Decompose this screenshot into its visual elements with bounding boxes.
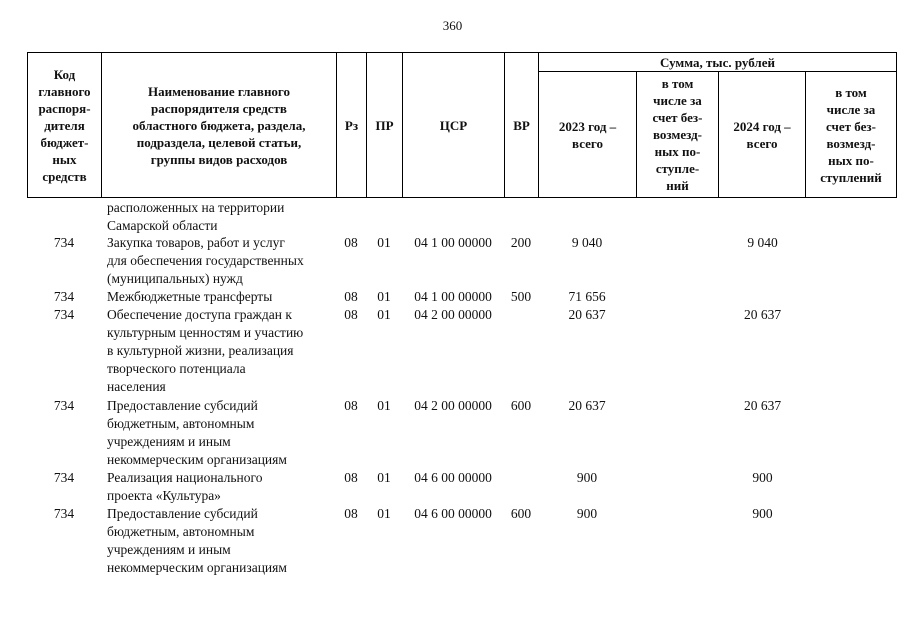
row-csr: 04 1 00 00000 [414, 235, 492, 250]
row-sum-2024: 20 637 [743, 307, 782, 322]
header-2023-free: в том числе за счет без- возмезд- ных по- ступле- ний [636, 71, 719, 198]
row-name: Межбюджетные трансферты [107, 289, 273, 304]
header-2024-free: в том числе за счет без- возмезд- ных по- ступлений [805, 71, 897, 198]
row-rz: 08 [344, 289, 358, 304]
row-pr: 01 [377, 307, 391, 322]
row-name: Реализация национального проекта «Культура» [107, 470, 263, 503]
header-vr: ВР [504, 52, 539, 198]
row-code: 734 [53, 289, 75, 304]
row-csr: 04 1 00 00000 [414, 289, 492, 304]
row-name: Закупка товаров, работ и услуг для обеспечения государственных (муниципальных) нужд [107, 235, 304, 286]
row-pr: 01 [377, 470, 391, 485]
row-name: Обеспечение доступа граждан к культурным ценностям и участию в культурной жизни, реализация творческого потенциала населения [107, 307, 304, 394]
row-sum-2024: 900 [752, 506, 773, 521]
row-sum-2023: 20 637 [568, 307, 606, 322]
row-rz: 08 [344, 506, 358, 521]
row-rz: 08 [344, 398, 358, 413]
table-header [27, 52, 897, 198]
header-name: Наименование главного распорядителя средств областного бюджета, раздела, подраздела, целевой статьи, группы видов расходов [101, 52, 337, 198]
header-sum: Сумма, тыс. рублей [538, 52, 897, 72]
row-pr: 01 [377, 235, 391, 250]
page-number: 360 [442, 18, 463, 33]
row-csr: 04 2 00 00000 [414, 307, 492, 322]
row-vr: 200 [510, 235, 532, 250]
header-code: Код главного распоря- дителя бюджет- ных средств [27, 52, 102, 198]
row-code: 734 [53, 398, 75, 413]
header-2024-total: 2024 год – всего [718, 71, 806, 198]
row-sum-2023: 20 637 [568, 398, 606, 413]
row-pr: 01 [377, 506, 391, 521]
row-pr: 01 [377, 398, 391, 413]
row-rz: 08 [344, 235, 358, 250]
row-code: 734 [53, 307, 75, 322]
row-sum-2024: 20 637 [743, 398, 782, 413]
row-vr: 600 [510, 506, 532, 521]
row-rz: 08 [344, 470, 358, 485]
row-code: 734 [53, 470, 75, 485]
row-csr: 04 2 00 00000 [414, 398, 492, 413]
row-code: 734 [53, 506, 75, 521]
row-code: 734 [53, 235, 75, 250]
row-sum-2024: 900 [752, 470, 773, 485]
header-rz: Рз [336, 52, 367, 198]
header-pr: ПР [366, 52, 403, 198]
row-sum-2023: 71 656 [568, 289, 606, 304]
header-csr: ЦСР [402, 52, 505, 198]
row-csr: 04 6 00 00000 [414, 470, 492, 485]
row-csr: 04 6 00 00000 [414, 506, 492, 521]
row-name: Предоставление субсидий бюджетным, автономным учреждениям и иным некоммерческим организациям [107, 398, 287, 467]
row-name: расположенных на территории Самарской области [107, 200, 285, 233]
row-sum-2023: 900 [576, 470, 598, 485]
row-sum-2023: 900 [576, 506, 598, 521]
row-pr: 01 [377, 289, 391, 304]
row-vr: 500 [510, 289, 532, 304]
row-rz: 08 [344, 307, 358, 322]
header-2023-total: 2023 год – всего [538, 71, 637, 198]
row-name: Предоставление субсидий бюджетным, автономным учреждениям и иным некоммерческим организациям [107, 506, 287, 575]
row-vr: 600 [510, 398, 532, 413]
row-sum-2024: 9 040 [747, 235, 778, 250]
row-sum-2023: 9 040 [571, 235, 603, 250]
